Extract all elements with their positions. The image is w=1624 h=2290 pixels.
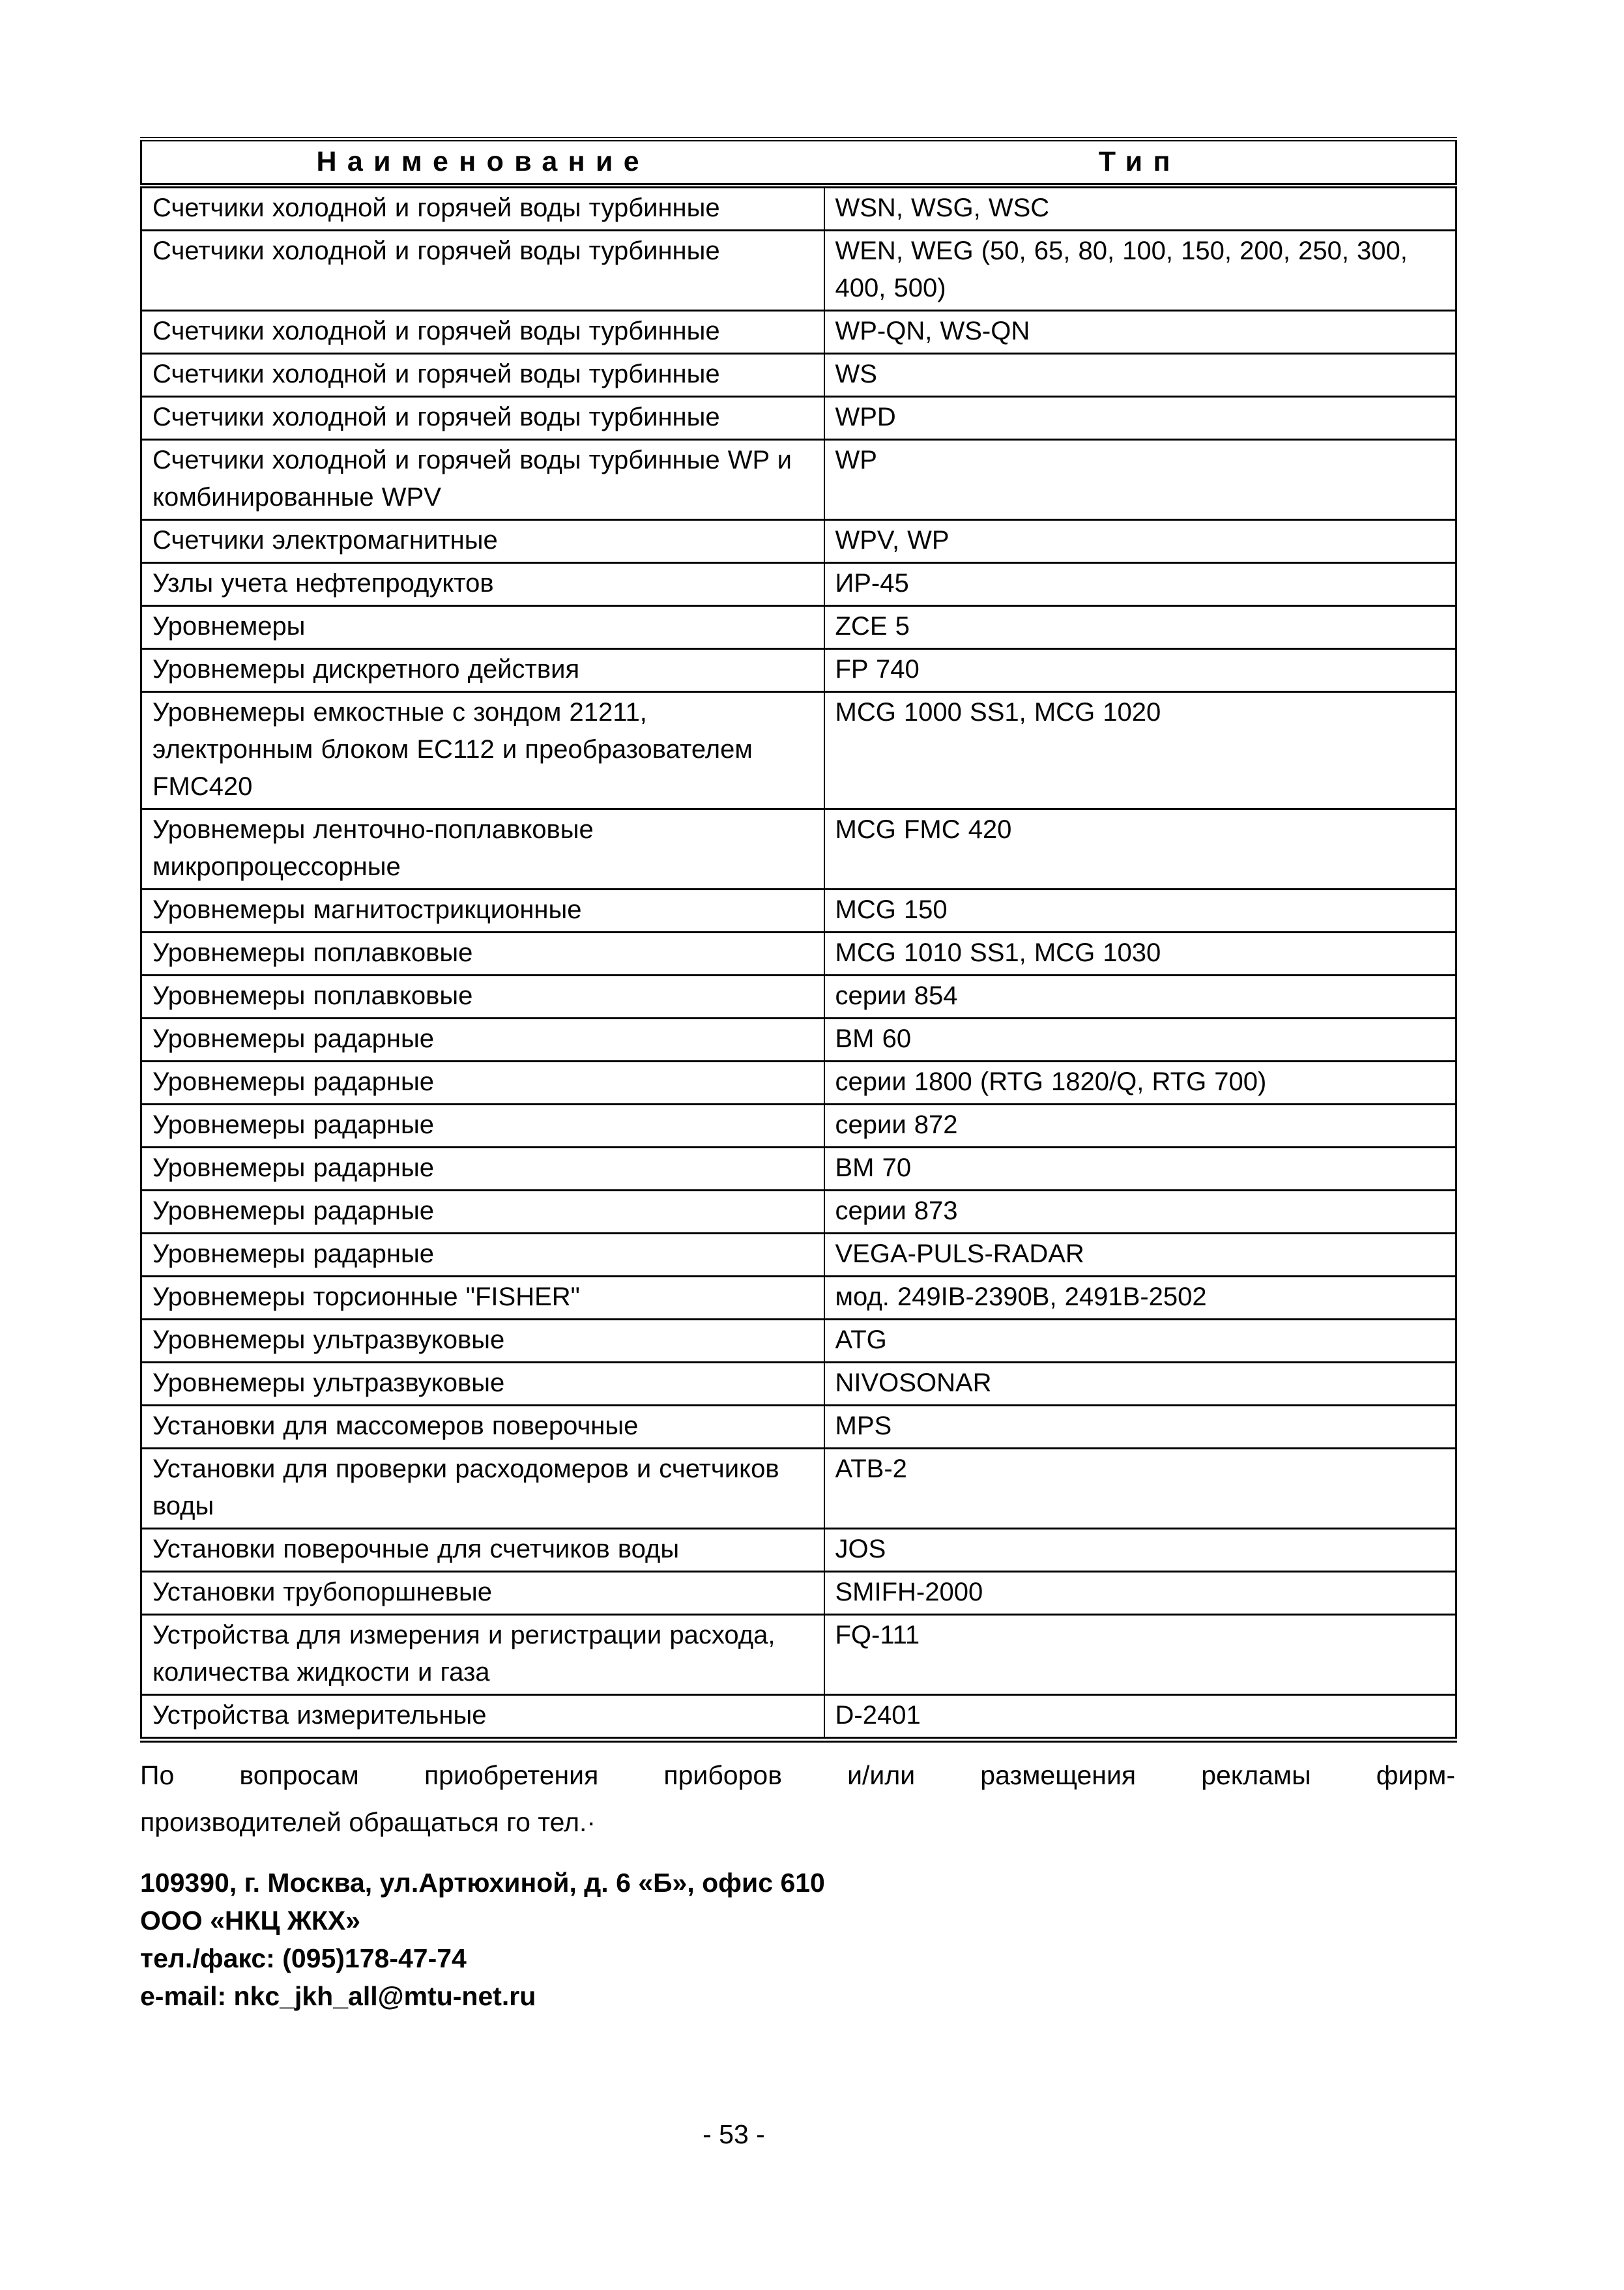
table-row xyxy=(141,440,1457,520)
device-name-cell: Счетчики холодной и горячей воды турбинные xyxy=(141,311,824,354)
table-row xyxy=(141,1105,1457,1148)
table-row xyxy=(141,231,1457,311)
device-name-cell: Уровнемеры радарные xyxy=(141,1105,824,1148)
footer-paragraph xyxy=(140,1752,1455,1846)
device-name-cell: Счетчики холодной и горячей воды турбинные WP и комбинированные WPV xyxy=(141,440,824,520)
table-row xyxy=(141,1062,1457,1105)
table-row xyxy=(141,890,1457,933)
device-name-cell: Уровнемеры поплавковые xyxy=(141,933,824,976)
device-type-cell: SMIFH-2000 xyxy=(824,1572,1457,1615)
table-row xyxy=(141,933,1457,976)
table-row xyxy=(141,1234,1457,1277)
device-name-cell: Уровнемеры ленточно-поплавковые микропроцессорные xyxy=(141,809,824,890)
table-row xyxy=(141,1406,1457,1449)
device-name-cell: Уровнемеры ультразвуковые xyxy=(141,1363,824,1406)
device-name-cell: Устройства для измерения и регистрации расхода, количества жидкости и газа xyxy=(141,1615,824,1695)
footer-paragraph-line-2: производителей обращаться го тел.· xyxy=(140,1807,596,1837)
table-row xyxy=(141,1320,1457,1363)
device-type-cell: WEN, WEG (50, 65, 80, 100, 150, 200, 250, 300, 400, 500) xyxy=(824,231,1457,311)
table-row xyxy=(141,354,1457,397)
device-name-cell: Узлы учета нефтепродуктов xyxy=(141,563,824,606)
column-header-name: Наименование xyxy=(141,139,824,186)
devices-table-header xyxy=(141,139,1457,186)
device-name-cell: Уровнемеры дискретного действия xyxy=(141,649,824,692)
table-row xyxy=(141,1615,1457,1695)
device-name-cell: Уровнемеры радарные xyxy=(141,1062,824,1105)
device-type-cell: VEGA-PULS-RADAR xyxy=(824,1234,1457,1277)
device-name-cell: Уровнемеры радарные xyxy=(141,1148,824,1191)
device-type-cell: MCG 1010 SS1, MCG 1030 xyxy=(824,933,1457,976)
table-row xyxy=(141,1148,1457,1191)
contact-block xyxy=(140,1864,1455,2015)
device-type-cell: FQ-111 xyxy=(824,1615,1457,1695)
device-name-cell: Уровнемеры поплавковые xyxy=(141,976,824,1019)
device-type-cell: ZCE 5 xyxy=(824,606,1457,649)
device-type-cell: WS xyxy=(824,354,1457,397)
device-type-cell: WSN, WSG, WSC xyxy=(824,186,1457,231)
devices-table xyxy=(140,137,1457,1743)
device-name-cell: Счетчики холодной и горячей воды турбинные xyxy=(141,231,824,311)
table-row xyxy=(141,1191,1457,1234)
device-name-cell: Установки для проверки расходомеров и счетчиков воды xyxy=(141,1449,824,1529)
table-row xyxy=(141,1695,1457,1740)
device-name-cell: Уровнемеры радарные xyxy=(141,1191,824,1234)
device-name-cell: Счетчики электромагнитные xyxy=(141,520,824,563)
device-type-cell: ATG xyxy=(824,1320,1457,1363)
table-row xyxy=(141,1529,1457,1572)
device-name-cell: Уровнемеры емкостные с зондом 21211, электронным блоком EC112 и преобразователем FMC420 xyxy=(141,692,824,809)
device-name-cell: Уровнемеры магнитострикционные xyxy=(141,890,824,933)
device-type-cell: серии 872 xyxy=(824,1105,1457,1148)
table-row xyxy=(141,1449,1457,1529)
table-row xyxy=(141,397,1457,440)
column-header-type: Тип xyxy=(824,139,1457,186)
table-row xyxy=(141,649,1457,692)
device-type-cell: JOS xyxy=(824,1529,1457,1572)
table-row xyxy=(141,809,1457,890)
device-type-cell: WPD xyxy=(824,397,1457,440)
table-row xyxy=(141,606,1457,649)
page-number: - 53 - xyxy=(703,2119,765,2149)
device-name-cell: Устройства измерительные xyxy=(141,1695,824,1740)
device-type-cell: серии 873 xyxy=(824,1191,1457,1234)
table-row xyxy=(141,1572,1457,1615)
contact-company: ООО «НКЦ ЖКХ» xyxy=(140,1906,361,1935)
device-type-cell: MCG FMC 420 xyxy=(824,809,1457,890)
device-type-cell: WP xyxy=(824,440,1457,520)
device-type-cell: NIVOSONAR xyxy=(824,1363,1457,1406)
contact-phone-fax: тел./факс: (095)178-47-74 xyxy=(140,1943,467,1973)
table-row xyxy=(141,1277,1457,1320)
device-type-cell: MCG 1000 SS1, MCG 1020 xyxy=(824,692,1457,809)
device-type-cell: ATB-2 xyxy=(824,1449,1457,1529)
device-name-cell: Установки трубопоршневые xyxy=(141,1572,824,1615)
device-type-cell: BM 60 xyxy=(824,1019,1457,1062)
device-type-cell: MPS xyxy=(824,1406,1457,1449)
device-name-cell: Уровнемеры радарные xyxy=(141,1234,824,1277)
device-type-cell: MCG 150 xyxy=(824,890,1457,933)
devices-table-body xyxy=(141,186,1457,1740)
page-content xyxy=(140,137,1455,2015)
device-name-cell: Уровнемеры ультразвуковые xyxy=(141,1320,824,1363)
device-name-cell: Установки поверочные для счетчиков воды xyxy=(141,1529,824,1572)
device-type-cell: мод. 249IB-2390B, 2491B-2502 xyxy=(824,1277,1457,1320)
device-name-cell: Уровнемеры xyxy=(141,606,824,649)
device-type-cell: WPV, WP xyxy=(824,520,1457,563)
device-type-cell: серии 1800 (RTG 1820/Q, RTG 700) xyxy=(824,1062,1457,1105)
table-row xyxy=(141,563,1457,606)
device-name-cell: Счетчики холодной и горячей воды турбинные xyxy=(141,354,824,397)
table-row xyxy=(141,520,1457,563)
device-name-cell: Уровнемеры торсионные "FISHER" xyxy=(141,1277,824,1320)
device-name-cell: Счетчики холодной и горячей воды турбинные xyxy=(141,397,824,440)
table-row xyxy=(141,1363,1457,1406)
device-name-cell: Счетчики холодной и горячей воды турбинные xyxy=(141,186,824,231)
device-type-cell: FP 740 xyxy=(824,649,1457,692)
contact-address: 109390, г. Москва, ул.Артюхиной, д. 6 «Б», офис 610 xyxy=(140,1868,825,1898)
table-row xyxy=(141,692,1457,809)
table-row xyxy=(141,976,1457,1019)
device-type-cell: WP-QN, WS-QN xyxy=(824,311,1457,354)
device-type-cell: серии 854 xyxy=(824,976,1457,1019)
table-row xyxy=(141,1019,1457,1062)
table-row xyxy=(141,186,1457,231)
device-name-cell: Уровнемеры радарные xyxy=(141,1019,824,1062)
table-row xyxy=(141,311,1457,354)
contact-email: e-mail: nkc_jkh_all@mtu-net.ru xyxy=(140,1981,536,2011)
device-type-cell: ИР-45 xyxy=(824,563,1457,606)
device-type-cell: BM 70 xyxy=(824,1148,1457,1191)
device-name-cell: Установки для массомеров поверочные xyxy=(141,1406,824,1449)
footer-paragraph-line-1: По вопросам приобретения приборов и/или размещения рекламы фирм- xyxy=(140,1760,1455,1790)
device-type-cell: D-2401 xyxy=(824,1695,1457,1740)
header-row xyxy=(141,139,1457,186)
